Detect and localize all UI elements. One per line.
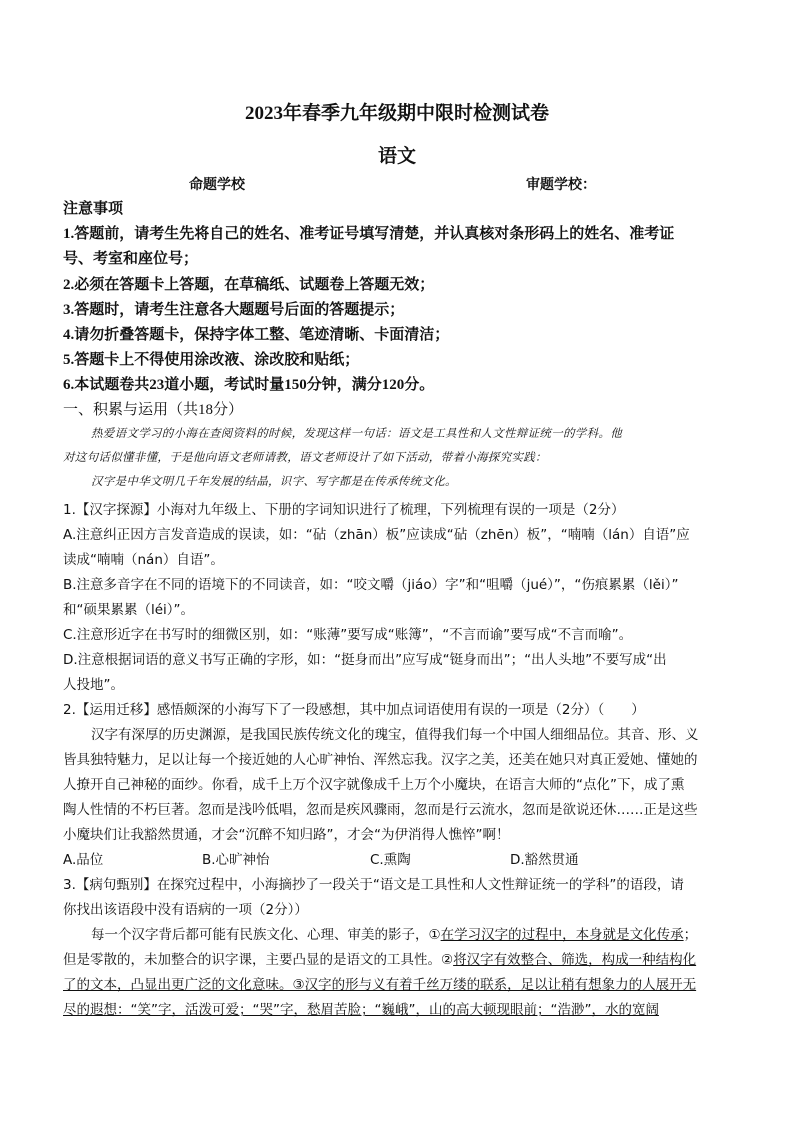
setter-label: 命题学校 xyxy=(189,178,245,193)
reviewer-label: 审题学校： xyxy=(526,178,596,193)
question-2-passage: 小魔块们让我豁然贯通，才会“沉醉不知归路”，才会“为伊消得人憔悴”啊！ xyxy=(63,827,510,843)
question-2-option: A.品位 xyxy=(63,852,104,868)
question-1-option-d: D.注意根据词语的意义书写正确的字形，如：“挺身而出”应写成“铤身而出”；“出人头地”不要写成“出 xyxy=(63,652,667,668)
underlined-sentence-3: 尽的遐想：“笑”字，活泼可爱；“哭”字，愁眉苦脸；“巍峨”，山的高大顿现眼前；“浩渺”，水的宽阔 xyxy=(63,1002,659,1018)
question-1-option-b: 和“硕果累累（léi）”。 xyxy=(63,602,195,618)
question-2-option: C.熏陶 xyxy=(370,852,411,868)
section-intro: 热爱语文学习的小海在查阅资料的时候，发现这样一句话：语文是工具性和人文性辩证统一的学科。他 xyxy=(91,428,622,440)
question-2-option: D.豁然贯通 xyxy=(510,852,579,868)
question-2-passage: 陶人性情的不朽巨著。忽而是浅吟低唱，忽而是疾风骤雨，忽而是行云流水，忽而是欲说还休……正是这些 xyxy=(63,802,698,818)
notice-item: 1.答题前，请考生先将自己的姓名、准考证号填写清楚，并认真核对条形码上的姓名、准考证 xyxy=(63,226,675,242)
underlined-sentence-2: 将汉字有效整合、筛选，构成一种结构化 xyxy=(453,952,697,968)
question-3-stem: 3.【病句甄别】在探究过程中，小海摘抄了一段关于“语文是工具性和人文性辩证统一的学科”的语段，请 xyxy=(63,877,684,893)
question-1-option-a: A.注意纠正因方言发音造成的误读，如：“砧（zhān）板”应读成“砧（zhēn）板”，“喃喃（lán）自语”应 xyxy=(63,527,690,543)
question-2-passage: 汉字有深厚的历史渊源，是我国民族传统文化的瑰宝，值得我们每一个中国人细细品位。其音、形、义 xyxy=(91,727,699,743)
underlined-sentence-3: 。③汉字的形与义有着千丝万缕的联系，足以让稍有想象力的人展开无 xyxy=(279,977,697,993)
question-1-stem: 1.【汉字探源】小海对九年级上、下册的字词知识进行了梳理，下列梳理有误的一项是（2分） xyxy=(63,502,625,518)
passage-text: 但是零散的，未加整合的识字课，主要凸显的是语文的工具性。② xyxy=(63,952,454,968)
question-1-option-d: 人投地”。 xyxy=(63,677,124,693)
question-1-option-c: C.注意形近字在书写时的细微区别，如：“账薄”要写成“账簿”，“不言而谕”要写成“不言而喻”。 xyxy=(63,627,633,643)
underlined-sentence-1: 在学习汉字的过程中，本身就是文化传承 xyxy=(440,927,684,943)
section-heading: 一、积累与运用（共18分） xyxy=(63,402,244,418)
notice-item: 4.请勿折叠答题卡，保持字体工整、笔迹清晰、卡面清洁； xyxy=(63,327,450,343)
question-3-passage xyxy=(63,973,733,993)
passage-text: 每一个汉字背后都可能有民族文化、心理、审美的影子，① xyxy=(91,927,441,943)
question-2-stem: 2.【运用迁移】感悟颇深的小海写下了一段感想，其中加点词语使用有误的一项是（2分）（ ） xyxy=(63,702,645,718)
question-3-stem: 你找出该语段中没有语病的一项（2分）） xyxy=(63,902,308,918)
question-3-passage xyxy=(63,948,733,968)
notice-item: 5.答题卡上不得使用涂改液、涂改胶和贴纸； xyxy=(63,352,360,368)
question-2-passage: 皆具独特魅力，足以让每一个接近她的人心旷神怡、浑然忘我。汉字之美，还美在她只对真正爱她、懂她的 xyxy=(63,752,698,768)
question-1-option-b: B.注意多音字在不同的语境下的不同读音，如：“咬文嚼（jiáo）字”和“咀嚼（jué）”，“伤痕累累（lěi）” xyxy=(63,577,679,593)
passage-text: ； xyxy=(683,927,698,943)
notice-item: 6.本试题卷共23道小题，考试时量150分钟，满分120分。 xyxy=(63,377,435,393)
section-intro: 对这句话似懂非懂，于是他向语文老师请教，语文老师设计了如下活动，带着小海探究实践： xyxy=(63,452,547,464)
question-3-passage xyxy=(63,998,733,1018)
section-intro: 汉字是中华文明几千年发展的结晶，识字、写字都是在传承传统文化。 xyxy=(91,476,457,488)
notice-item: 3.答题时，请考生注意各大题题号后面的答题提示； xyxy=(63,302,405,318)
page-title: 2023年春季九年级期中限时检测试卷 xyxy=(244,103,549,124)
subject-title: 语文 xyxy=(377,146,416,167)
notice-heading: 注意事项 xyxy=(63,201,124,217)
question-2-passage: 人撩开自己神秘的面纱。你看，成千上万个汉字就像成千上万个小魔块，在语言大师的“点化”下，成了熏 xyxy=(63,777,685,793)
question-1-option-a: 读成“喃喃（nán）自语”。 xyxy=(63,552,224,568)
notice-item: 2.必须在答题卡上答题，在草稿纸、试题卷上答题无效； xyxy=(63,277,435,293)
notice-item: 号、考室和座位号； xyxy=(63,251,199,267)
underlined-sentence-2: 了的文本，凸显出更广泛的文化意味 xyxy=(63,977,279,993)
question-3-passage xyxy=(91,923,761,943)
question-2-option: B.心旷神怡 xyxy=(202,852,270,868)
